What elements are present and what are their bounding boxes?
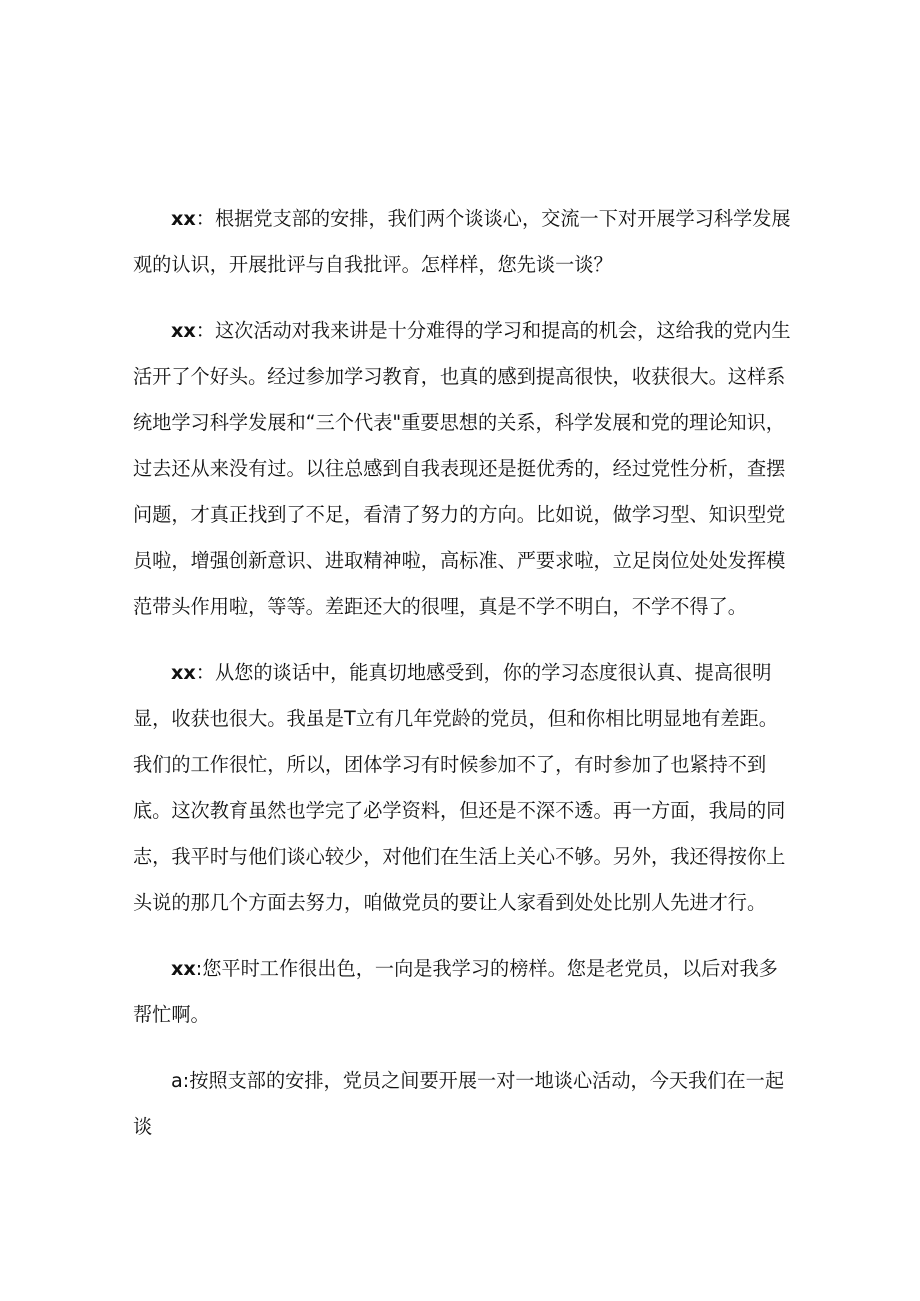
paragraph-3 [133,650,793,926]
paragraph-text: ：根据党支部的安排，我们两个谈谈心，交流一下对开展学习科学发展观的认识，开展批评与自我批评。怎样样，您先谈一谈？ [133,207,791,276]
paragraph-text: ：这次活动对我来讲是十分难得的学习和提高的机会，这给我的党内生活开了个好头。经过参加学习教育，也真的感到提高很快，收获很大。这样系统地学习科学发展和“三个代表"重要思想的关系，科学发展和党的理论知识，过去还从来没有过。以往总感到自我表现还是挺优秀的，经过党性分析，查摆问题，才真正找到了不足，看清了努力的方向。比如说，做学习型、知识型党员啦，增强创新意识、进取精神啦，高标准、严要求啦，立足岗位处处发挥模范带头作用啦，等等。差距还大的很哩，真是不学不明白，不学不得了。 [133,319,791,618]
paragraph-text: :您平时工作很出色，一向是我学习的榜样。您是老党员，以后对我多帮忙啊。 [133,957,778,1026]
speaker-label: xx [171,661,196,684]
paragraph-5 [133,1058,793,1150]
paragraph-text: a:按照支部的安排，党员之间要开展一对一地谈心活动，今天我们在一起谈 [133,1069,785,1138]
paragraph-2 [133,308,793,630]
paragraph-1 [133,196,793,288]
paragraph-text: ：从您的谈话中，能真切地感受到，你的学习态度很认真、提高很明显，收获也很大。我虽是T立有几年党龄的党员，但和你相比明显地有差距。我们的工作很忙，所以，团体学习有时候参加不了，有时参加了也紧持不到底。这次教育虽然也学完了必学资料，但还是不深不透。再一方面，我局的同志，我平时与他们谈心较少，对他们在生活上关心不够。另外，我还得按你上头说的那几个方面去努力，咱做党员的要让人家看到处处比别人先进才行。 [133,661,786,914]
speaker-label: xx [171,319,196,342]
speaker-label: xx [171,207,196,230]
document-body [133,196,793,1150]
paragraph-4 [133,946,793,1038]
speaker-label: xx [171,957,196,980]
